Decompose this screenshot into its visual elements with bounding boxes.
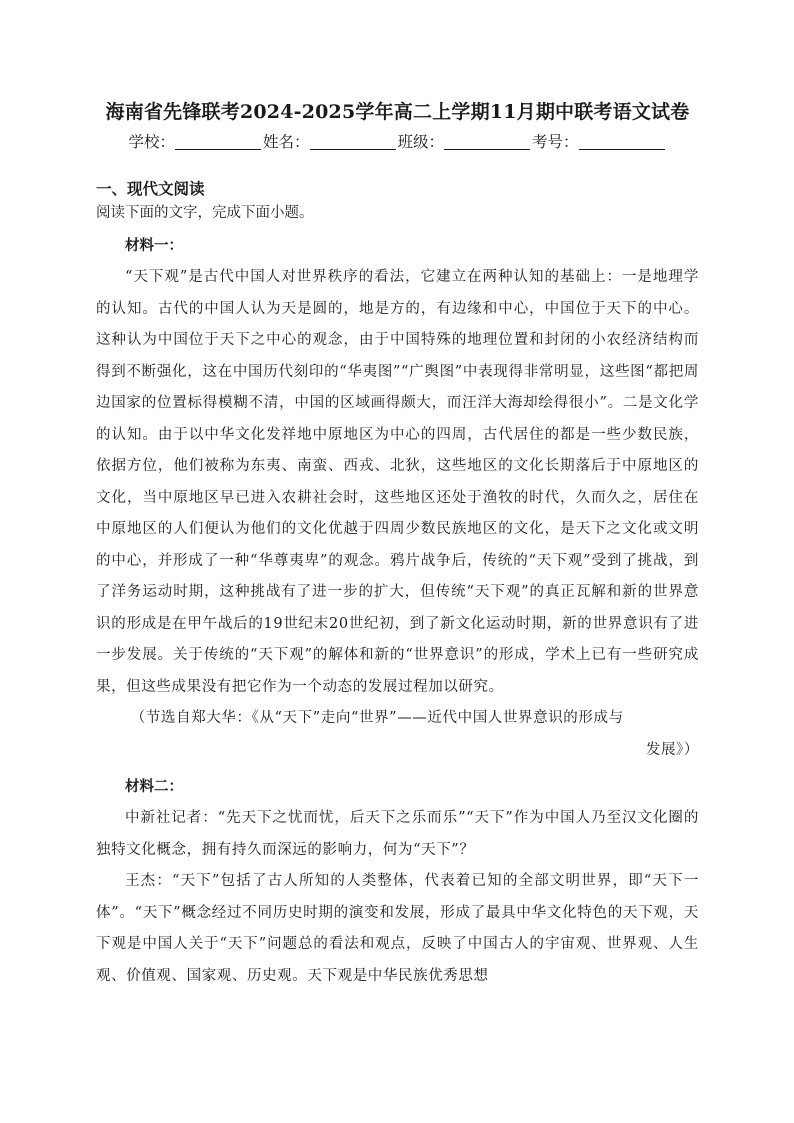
class-blank[interactable] bbox=[444, 133, 530, 150]
material1-heading: 材料一： bbox=[125, 238, 183, 254]
exam-number-label: 考号： bbox=[532, 133, 579, 151]
material1-source bbox=[96, 703, 699, 766]
exam-page bbox=[96, 98, 699, 992]
name-blank[interactable] bbox=[310, 133, 396, 150]
name-label: 姓名： bbox=[262, 133, 310, 151]
material1-paragraph: “天下观”是古代中国人对世界秩序的看法，它建立在两种认知的基础上：一是地理学的认知。古代的中国人认为天是圆的，地是方的，有边缘和中心，中国位于天下的中心。这种认为中国位于天下之中心的观念，由于中国特殊的地理位置和封闭的小农经济结构而得到不断强化，这在中国历代刻印的“华夷图”“广舆图”中表现得非常明显，这些图“都把周边国家的位置标得模糊不清，中国的区域画得颇大，而汪洋大海却绘得很小”。二是文化学的认知。由于以中华文化发祥地中原地区为中心的四周，古代居住的都是一些少数民族，依据方位，他们被称为东夷、南蛮、西戎、北狄，这些地区的文化长期落后于中原地区的文化，当中原地区早已进入农耕社会时，这些地区还处于渔牧的时代，久而久之，居住在中原地区的人们便认为他们的文化优越于四周少数民族地区的文化，是天下之文化或文明的中心，并形成了一种“华尊夷卑”的观念。鸦片战争后，传统的“天下观”受到了挑战，到了洋务运动时期，这种挑战有了进一步的扩大，但传统“天下观”的真正瓦解和新的世界意识的形成是在甲午战后的19世纪末20世纪初，到了新文化运动时期，新的世界意识有了进一步发展。关于传统的“天下观”的解体和新的“世界意识”的形成，学术上已有一些研究成果，但这些成果没有把它作为一个动态的发展过程加以研究。 bbox=[96, 269, 699, 695]
material1-source-line2: 发展》） bbox=[645, 741, 699, 758]
material2-paragraph-1: 中新社记者：“先天下之忧而忧，后天下之乐而乐”“天下”作为中国人乃至汉文化圈的独特文化概念，拥有持久而深远的影响力，何为“天下”？ bbox=[96, 810, 699, 858]
name-field bbox=[263, 129, 398, 155]
school-label: 学校： bbox=[128, 133, 175, 151]
school-blank[interactable] bbox=[175, 133, 261, 150]
exam-title: 海南省先锋联考2024-2025学年高二上学期11月期中联考语文试卷 bbox=[105, 101, 690, 123]
material2-paragraph-2: 王杰：“天下”包括了古人所知的人类整体，代表着已知的全部文明世界，即“天下一体”。“天下”概念经过不同历史时期的演变和发展，形成了最具中华文化特色的天下观，天下观是中国人关于“天下”问题总的看法和观点，反映了中国古人的宇宙观、世界观、人生观、价值观、国家观、历史观。天下观是中华民族优秀思想 bbox=[96, 873, 699, 984]
student-info-line bbox=[96, 129, 699, 155]
exam-number-field bbox=[532, 129, 667, 155]
section-instruction: 阅读下面的文字，完成下面小题。 bbox=[96, 205, 314, 221]
material1-source-line1: （节选自郑大华：《从“天下”走向“世界”——近代中国人世界意识的形成与 bbox=[130, 710, 624, 726]
class-field bbox=[398, 129, 533, 155]
school-field bbox=[128, 129, 263, 155]
exam-number-blank[interactable] bbox=[579, 133, 665, 150]
section-heading: 一、现代文阅读 bbox=[96, 180, 205, 198]
material2-heading: 材料二： bbox=[125, 779, 183, 795]
class-label: 班级： bbox=[397, 133, 445, 151]
